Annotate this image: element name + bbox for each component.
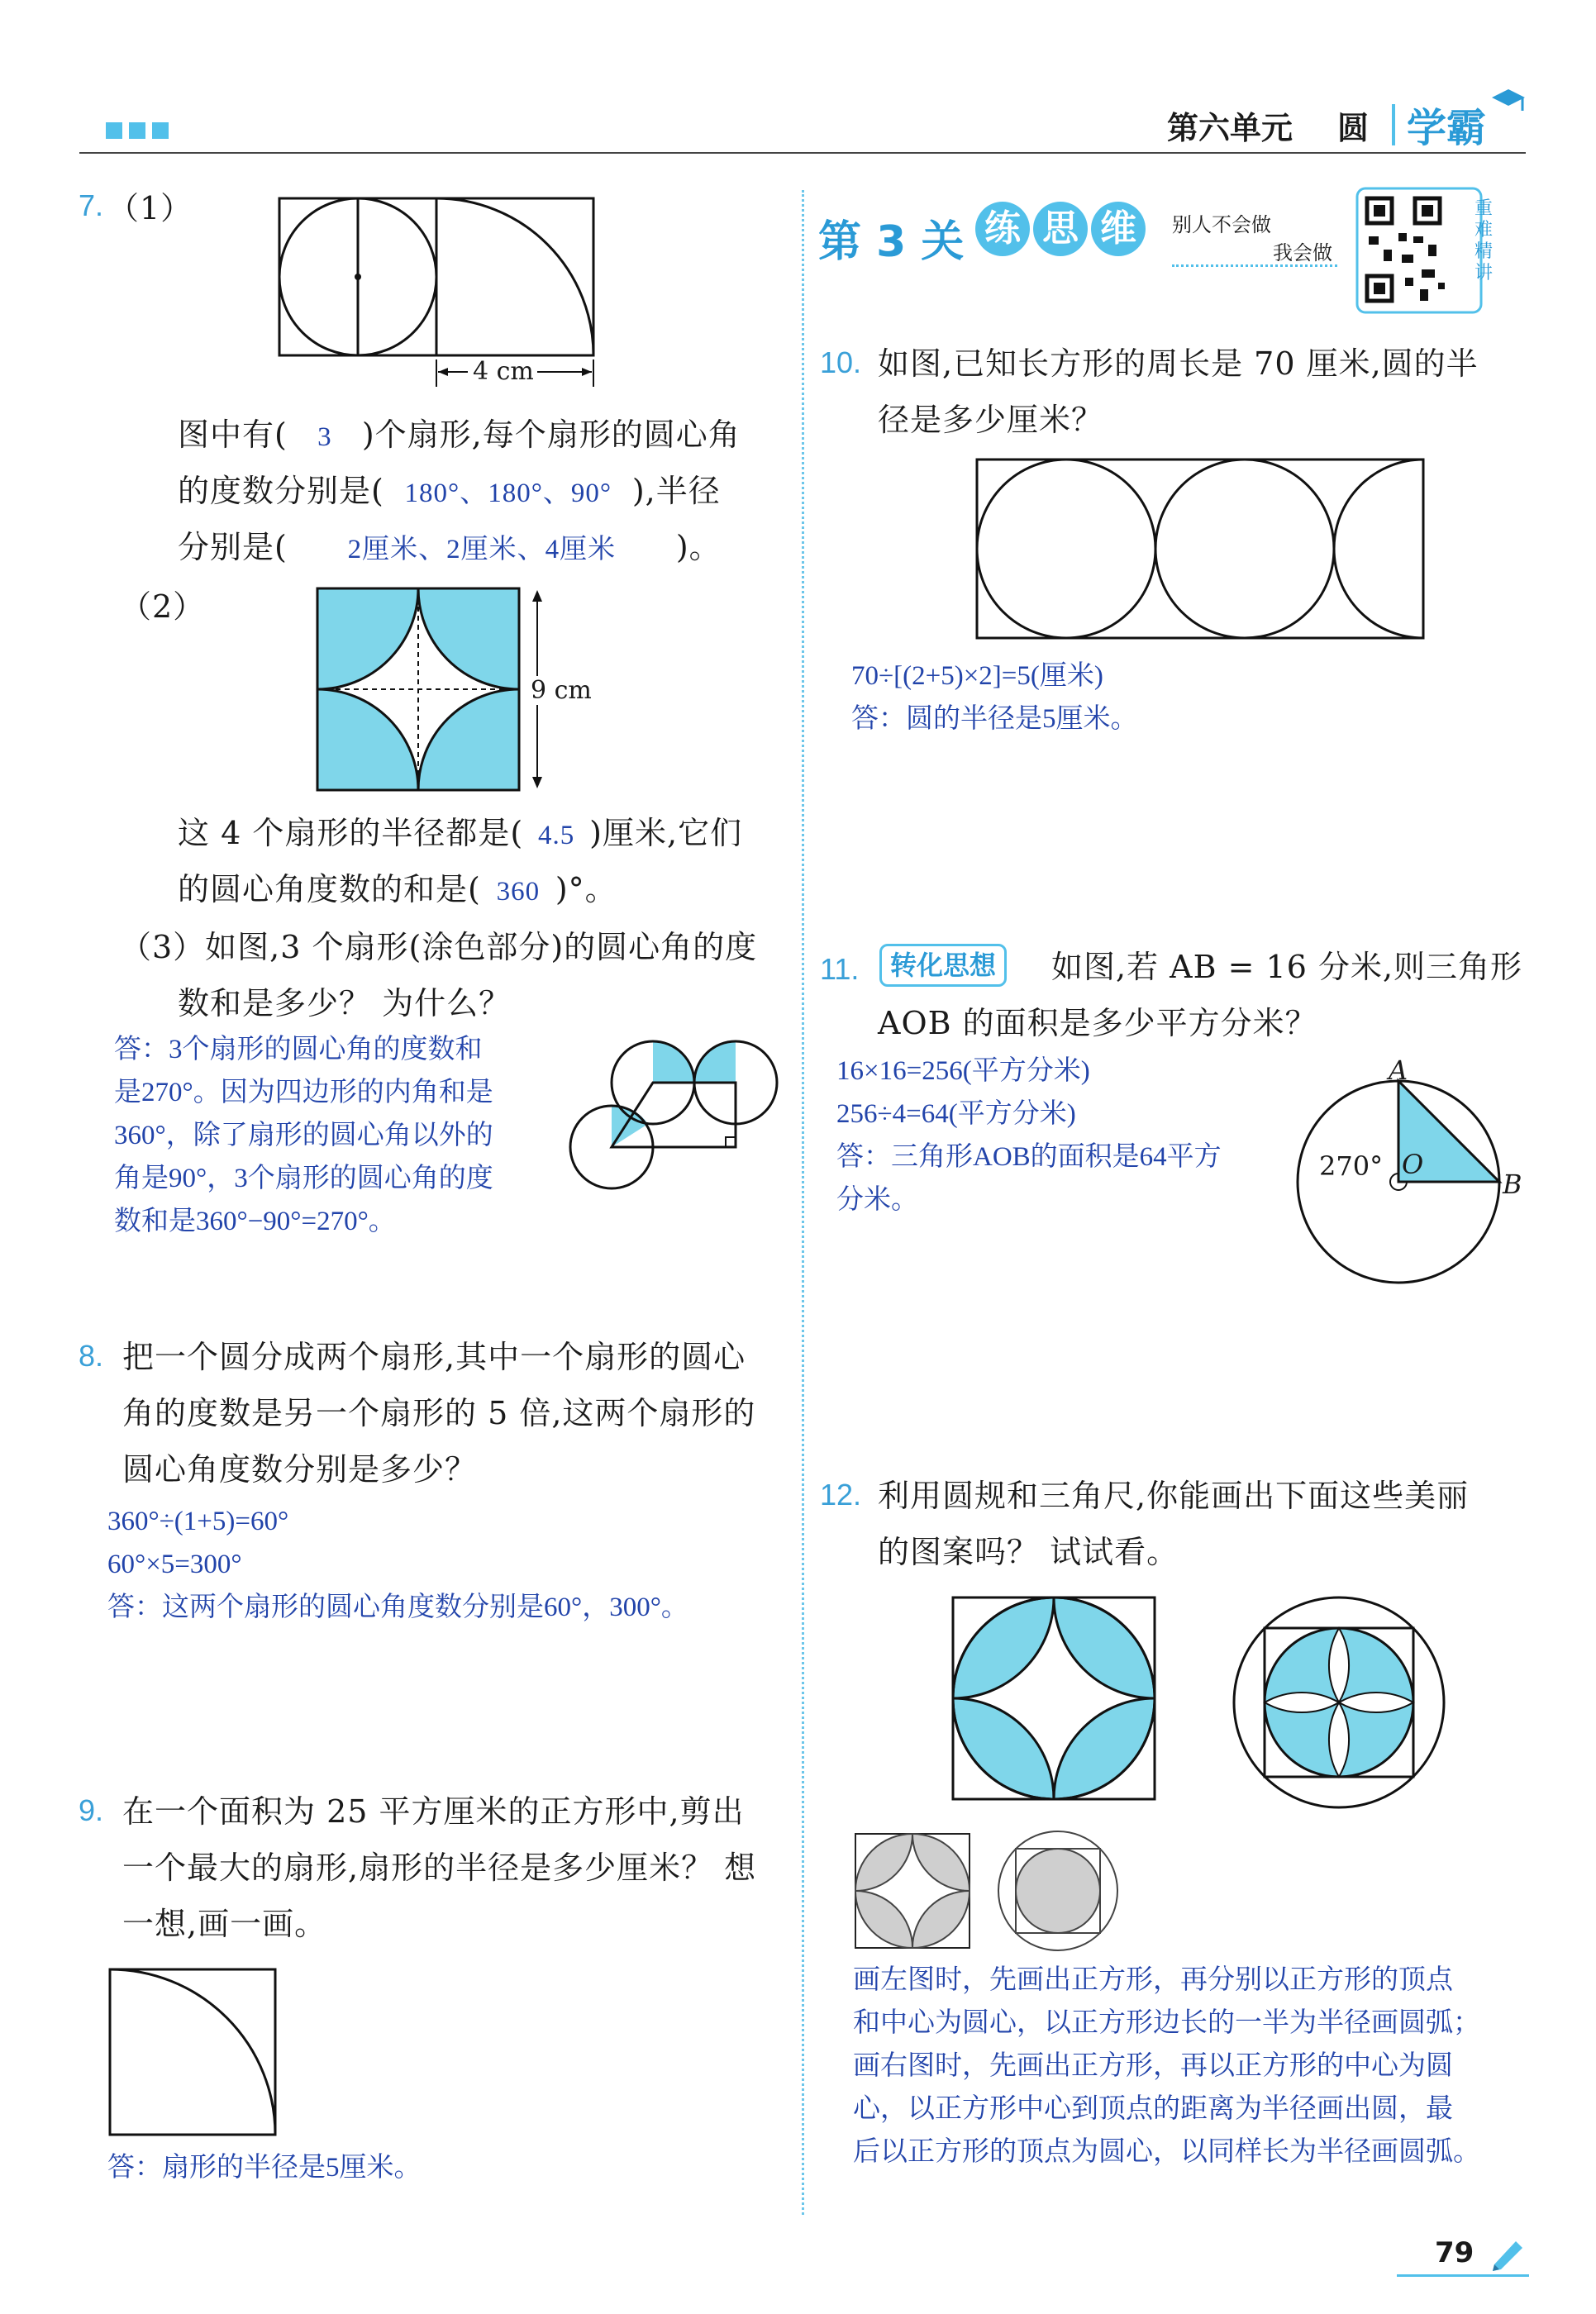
level-dotted-line bbox=[1172, 264, 1337, 267]
answer-line: 256÷4=64(平方分米) bbox=[836, 1099, 1076, 1129]
question-line: 把一个圆分成两个扇形,其中一个扇形的圆心 bbox=[122, 1339, 746, 1375]
question-line: 圆心角度数分别是多少？ bbox=[122, 1451, 478, 1488]
answer-line: 60°×5=300° bbox=[107, 1550, 242, 1579]
question-line: 如图,已知长方形的周长是 70 厘米,圆的半 bbox=[878, 345, 1479, 382]
header-divider bbox=[1392, 104, 1395, 145]
q10-number: 10. bbox=[820, 345, 862, 379]
header-decor-square bbox=[129, 122, 145, 139]
badge-char: 维 bbox=[1091, 202, 1146, 256]
badge-char: 练 bbox=[975, 202, 1030, 256]
answer-line: 画右图时，先画出正方形，再以正方形的中心为圆 bbox=[853, 2051, 1453, 2081]
q10-question bbox=[878, 336, 1479, 448]
q7-part1-measure: 4 cm bbox=[469, 357, 537, 386]
answer-line: 后以正方形的顶点为圆心，以同样长为半径画圆弧。 bbox=[853, 2137, 1480, 2167]
question-line: 的图案吗？ 试试看。 bbox=[878, 1534, 1179, 1570]
q12-question bbox=[878, 1468, 1469, 1580]
q12-pattern-left bbox=[950, 1595, 1157, 1802]
q7-part1-figure bbox=[273, 190, 603, 388]
q10-answer bbox=[851, 655, 1138, 740]
q7-part3-line1: （3）如图,3 个扇形(涂色部分)的圆心角的度 bbox=[120, 929, 758, 965]
question-line: 利用圆规和三角尺,你能画出下面这些美丽 bbox=[878, 1478, 1470, 1514]
qr-label: 重难精讲 bbox=[1475, 198, 1494, 283]
q9-square bbox=[110, 1969, 275, 2135]
question-line: 角的度数是另一个扇形的 5 倍,这两个扇形的 bbox=[122, 1395, 756, 1431]
q7-part1-line2: 的度数分别是( 180°、180°、90° ),半径 bbox=[178, 463, 721, 521]
q11-number: 11. bbox=[820, 952, 860, 986]
q12-pattern-right bbox=[1232, 1595, 1446, 1810]
footer-rule bbox=[1397, 2274, 1529, 2277]
q10-circle bbox=[977, 459, 1155, 638]
answer-line: 数和是360°−90°=270°。 bbox=[114, 1207, 396, 1236]
column-separator bbox=[802, 190, 804, 2215]
q7-part2-figure bbox=[314, 585, 562, 800]
q7-part2-line1: 这 4 个扇形的半径都是( 4.5 )厘米,它们 bbox=[178, 805, 742, 864]
answer-line: 角是90°，3个扇形的圆心角的度 bbox=[114, 1164, 493, 1193]
q12-answer bbox=[853, 1959, 1480, 2174]
q7-answer-radii: 2厘米、2厘米、4厘米 bbox=[347, 535, 617, 564]
q7-part3-line2: 数和是多少？ 为什么？ bbox=[178, 985, 512, 1021]
header-rule bbox=[79, 152, 1526, 154]
q11-label-b: B bbox=[1503, 1169, 1522, 1200]
q7-part2-line2: 的圆心角度数的和是( 360 )°。 bbox=[178, 861, 617, 920]
answer-line: 答：3个扇形的圆心角的度数和 bbox=[114, 1035, 483, 1064]
question-line: 在一个面积为 25 平方厘米的正方形中,剪出 bbox=[122, 1793, 745, 1830]
answer-line: 画左图时，先画出正方形，再分别以正方形的顶点 bbox=[853, 1965, 1453, 1995]
answer-line: 答：圆的半径是5厘米。 bbox=[851, 704, 1138, 734]
q7-number: 7. bbox=[79, 188, 104, 222]
q7-answer-count: 3 bbox=[317, 422, 332, 452]
q7-part2-measure: 9 cm bbox=[527, 676, 595, 705]
graduation-cap-icon bbox=[1488, 83, 1529, 116]
question-line: 径是多少厘米？ bbox=[878, 402, 1104, 438]
q11-line1: 如图,若 AB = 16 分米,则三角形 bbox=[1051, 949, 1523, 985]
answer-line: 答：这两个扇形的圆心角度数分别是60°，300°。 bbox=[107, 1593, 688, 1622]
brand-logo: 学霸 bbox=[1407, 105, 1487, 151]
header-decor-square bbox=[106, 122, 122, 139]
q10-figure bbox=[974, 456, 1428, 646]
q7-answer-angle-sum: 360 bbox=[496, 877, 541, 907]
question-line: 一个最大的扇形,扇形的半径是多少厘米？ 想 bbox=[122, 1850, 757, 1886]
level-slogan-1: 别人不会做 bbox=[1172, 213, 1271, 236]
q9-number: 9. bbox=[79, 1793, 104, 1827]
question-line: 一想,画一画。 bbox=[122, 1906, 327, 1942]
answer-line: 心，以正方形中心到顶点的距离为半径画出圆，最 bbox=[853, 2094, 1453, 2124]
q11-line2: AOB 的面积是多少平方分米？ bbox=[878, 1005, 1317, 1041]
q8-number: 8. bbox=[79, 1339, 104, 1373]
header-chapter: 圆 bbox=[1337, 110, 1370, 146]
answer-line: 是270°。因为四边形的内角和是 bbox=[114, 1078, 493, 1107]
badge-char: 思 bbox=[1033, 202, 1088, 256]
answer-line: 和中心为圆心，以正方形边长的一半为半径画圆弧； bbox=[853, 2008, 1480, 2038]
q7-fig1-center bbox=[355, 274, 361, 280]
q7-part1-line3: 分别是( 2厘米、2厘米、4厘米 )。 bbox=[178, 519, 722, 578]
q7-part1-label: （1） bbox=[107, 190, 193, 226]
q12-sketch-right bbox=[995, 1828, 1121, 1954]
q10-circle bbox=[1155, 459, 1334, 638]
q9-question bbox=[122, 1783, 756, 1952]
q7-part2-label: （2） bbox=[120, 588, 206, 625]
q7-answer-angles: 180°、180°、90° bbox=[404, 479, 612, 508]
q8-question bbox=[122, 1329, 755, 1497]
q7-answer-radius: 4.5 bbox=[538, 821, 575, 850]
qr-code-icon[interactable] bbox=[1355, 187, 1488, 316]
q12-number: 12. bbox=[820, 1478, 862, 1512]
header-decor-square bbox=[152, 122, 169, 139]
q11-tag: 转化思想 bbox=[879, 944, 1007, 987]
q7-fig1-quarter-arc bbox=[436, 198, 593, 355]
level-title: 第 3 关 bbox=[818, 217, 965, 267]
pencil-icon bbox=[1488, 2231, 1529, 2273]
q9-quarter-arc bbox=[110, 1969, 275, 2135]
q7-part3-figure bbox=[562, 1031, 785, 1213]
q7-part3-answer bbox=[114, 1028, 493, 1243]
answer-line: 360°，除了扇形的圆心角以外的 bbox=[114, 1121, 493, 1150]
q8-answer bbox=[107, 1500, 688, 1629]
q9-figure bbox=[107, 1967, 281, 2140]
header-unit-title: 第六单元 bbox=[1167, 110, 1293, 146]
answer-line: 70÷[(2+5)×2]=5(厘米) bbox=[851, 661, 1103, 691]
q11-angle-label: 270° bbox=[1319, 1150, 1384, 1182]
answer-line: 分米。 bbox=[836, 1185, 918, 1215]
q10-rect bbox=[977, 459, 1423, 638]
q11-label-a: A bbox=[1389, 1055, 1408, 1086]
answer-line: 360°÷(1+5)=60° bbox=[107, 1507, 289, 1536]
level-badge bbox=[975, 202, 1146, 256]
level-slogan-2: 我会做 bbox=[1273, 241, 1332, 264]
answer-line: 16×16=256(平方分米) bbox=[836, 1056, 1090, 1086]
q11-label-o: O bbox=[1402, 1149, 1424, 1180]
page-number: 79 bbox=[1435, 2236, 1475, 2269]
answer-line: 答：三角形AOB的面积是64平方 bbox=[836, 1142, 1222, 1172]
q7-part1-line1: 图中有( 3 )个扇形,每个扇形的圆心角 bbox=[178, 407, 741, 465]
q9-answer: 答：扇形的半径是5厘米。 bbox=[107, 2153, 422, 2183]
q11-answer bbox=[836, 1050, 1222, 1221]
q12-sketch-left bbox=[853, 1831, 974, 1952]
